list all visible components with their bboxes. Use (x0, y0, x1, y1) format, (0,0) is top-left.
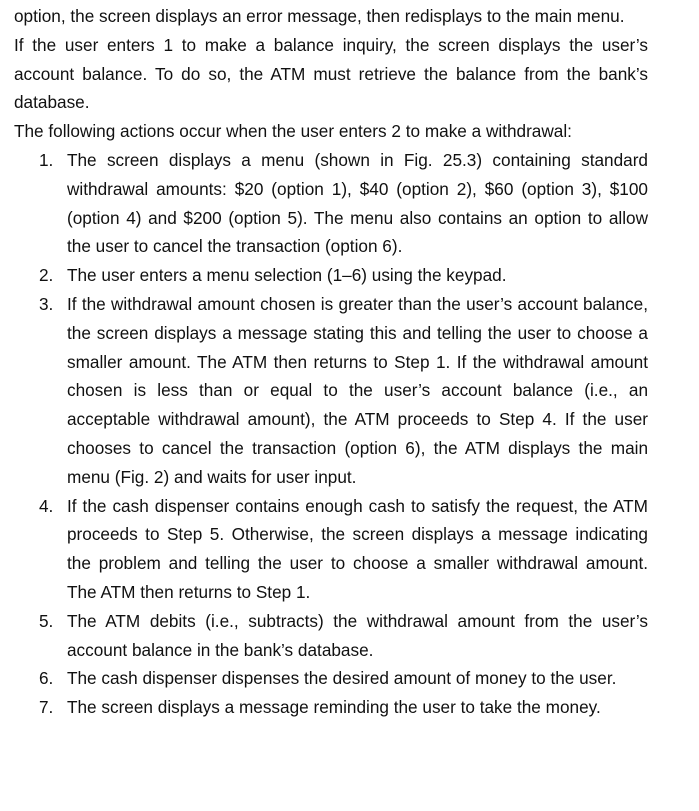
step-number: 3. (39, 293, 54, 314)
step-number: 5. (39, 610, 54, 631)
step-text: If the cash dispenser contains enough cash to satisfy the request, the ATM proceeds to Step 5. Otherwise, the screen displays a message indicating the problem and telling the user to choose a smaller withdrawal amount. The ATM then returns to Step 1. (67, 495, 648, 602)
step-text: The cash dispenser dispenses the desired amount of money to the user. (67, 668, 617, 689)
paragraph-balance-inquiry: If the user enters 1 to make a balance inquiry, the screen displays the user’s account balance. To do so, the ATM must retrieve the balance from the bank’s database. (14, 34, 648, 113)
step-number: 4. (39, 495, 54, 516)
step-number: 6. (39, 668, 54, 689)
list-item (14, 607, 648, 665)
list-item (14, 146, 648, 261)
list-item (14, 664, 648, 693)
step-text: The ATM debits (i.e., subtracts) the withdrawal amount from the user’s account balance in the bank’s database. (67, 610, 648, 660)
step-text: The screen displays a message reminding the user to take the money. (67, 697, 601, 718)
paragraph-withdrawal-intro: The following actions occur when the user enters 2 to make a withdrawal: (14, 121, 572, 142)
withdrawal-steps-list (14, 146, 648, 722)
step-number: 1. (39, 149, 54, 170)
step-number: 2. (39, 265, 54, 286)
step-number: 7. (39, 697, 54, 718)
list-item (14, 261, 648, 290)
list-item (14, 290, 648, 492)
document-page (14, 2, 648, 722)
step-text: The user enters a menu selection (1–6) using the keypad. (67, 265, 507, 286)
list-item (14, 693, 648, 722)
step-text: If the withdrawal amount chosen is greater than the user’s account balance, the screen displays a message stating this and telling the user to choose a smaller amount. The ATM then returns to Step 1. If the withdrawal amount chosen is less than or equal to the user’s account balance (i.e., an acceptable withdrawal amount), the ATM proceeds to Step 4. If the user chooses to cancel the transaction (option 6), the ATM displays the main menu (Fig. 2) and waits for user input. (67, 293, 648, 487)
list-item (14, 492, 648, 607)
step-text: The screen displays a menu (shown in Fig. 25.3) containing standard withdrawal amounts: $20 (option 1), $40 (option 2), $60 (option 3), $100 (option 4) and $200 (option 5). The menu also contains an option to allow the user to cancel the transaction (option 6). (67, 149, 648, 257)
paragraph-error-message: option, the screen displays an error message, then redisplays to the main menu. (14, 6, 625, 26)
